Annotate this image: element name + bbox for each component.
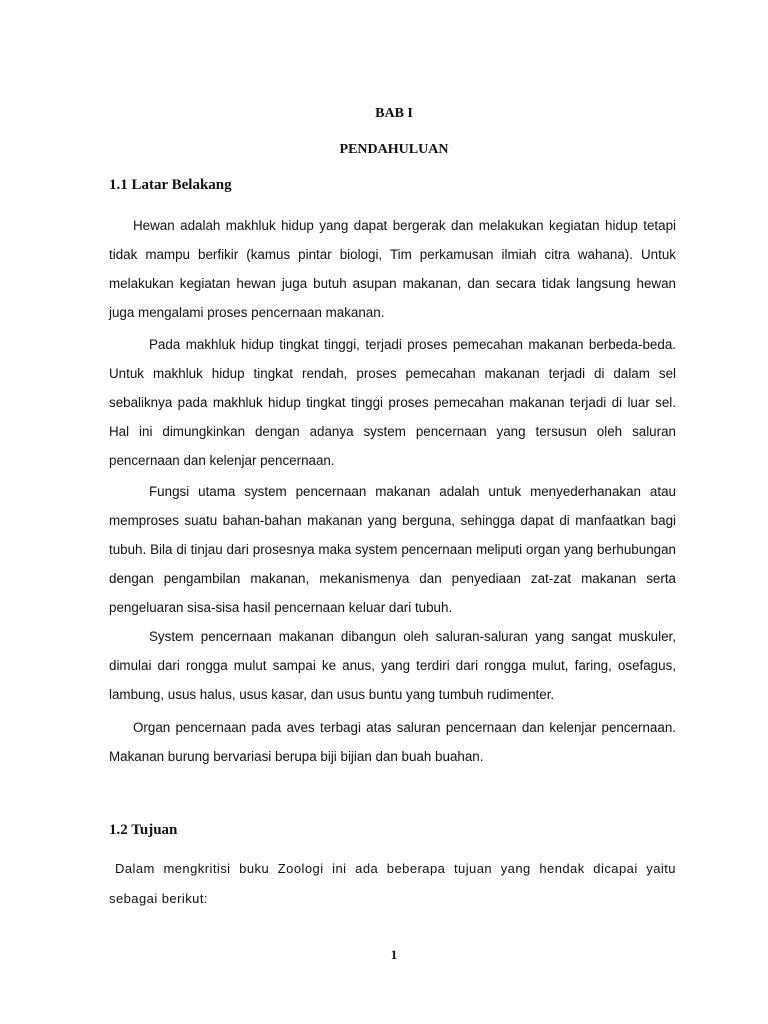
paragraph-5: Organ pencernaan pada aves terbagi atas saluran pencernaan dan kelenjar pencernaan. Makanan burung bervariasi berupa biji bijian dan buah buahan. [109, 720, 676, 764]
chapter-label: BAB I [375, 106, 413, 121]
paragraph-3: Fungsi utama system pencernaan makanan adalah untuk menyederhanakan atau memproses suatu bahan-bahan makanan yang berguna, sehingga dapat di manfaatkan bagi tubuh. Bila di tinjau dari prosesnya maka system pencernaan meliputi organ yang berhubungan dengan pengambilan makanan, mekanismenya dan penyediaan zat-zat makanan serta pengeluaran sisa-sisa hasil pencernaan keluar dari tubuh. [109, 484, 676, 615]
section-heading-latar-belakang: 1.1 Latar Belakang [109, 177, 232, 193]
section-heading-tujuan: 1.2 Tujuan [109, 822, 178, 838]
paragraph-1: Hewan adalah makhluk hidup yang dapat bergerak dan melakukan kegiatan hidup tetapi tidak mampu berfikir (kamus pintar biologi, Tim perkamusan ilmiah citra wahana). Untuk melakukan kegiatan hewan juga butuh asupan makanan, dan secara tidak langsung hewan juga mengalami proses pencernaan makanan. [109, 218, 676, 320]
paragraph-tujuan: Dalam mengkritisi buku Zoologi ini ada beberapa tujuan yang hendak dicapai yaitu sebagai berikut: [109, 861, 676, 906]
page-number: 1 [390, 947, 398, 962]
paragraph-2: Pada makhluk hidup tingkat tinggi, terjadi proses pemecahan makanan berbeda-beda. Untuk makhluk hidup tingkat rendah, proses pemecahan makanan terjadi di dalam sel sebaliknya pada makhluk hidup tingkat tinggi proses pemecahan makanan terjadi di luar sel. Hal ini dimungkinkan dengan adanya system pencernaan yang tersusun oleh saluran pencernaan dan kelenjar pencernaan. [109, 337, 676, 468]
paragraph-4: System pencernaan makanan dibangun oleh saluran-saluran yang sangat muskuler, dimulai dari rongga mulut sampai ke anus, yang terdiri dari rongga mulut, faring, osefagus, lambung, usus halus, usus kasar, dan usus buntu yang tumbuh rudimenter. [109, 629, 676, 702]
chapter-title: PENDAHULUAN [339, 142, 449, 157]
